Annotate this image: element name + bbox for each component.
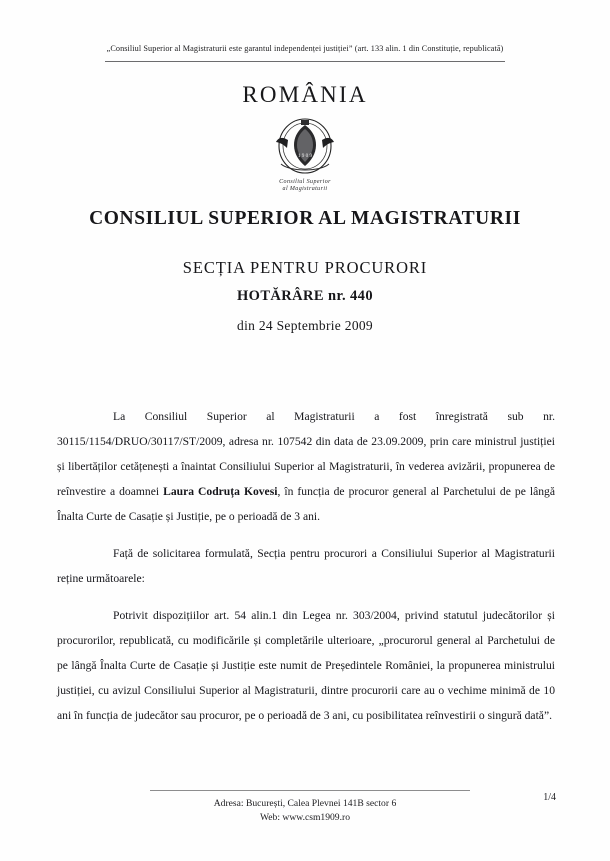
csm-emblem (245, 116, 365, 200)
footer-address: Adresa: București, Calea Plevnei 141B sector 6 (213, 798, 397, 809)
paragraph-3: Potrivit dispozițiilor art. 54 alin.1 din Legea nr. 303/2004, privind statutul judecătorilor și procurorilor, republicată, cu modificările și completările ulterioare, „procurorul general al Parchetului de pe lângă Înalta Curte de Casație și Justiție este numit de Președintele României, la propunerea ministrului justiției, cu avizul Consiliului Superior al Magistraturii, dintre procurorii care au o vechime minimă de 10 ani în funcția de judecător sau procuror, pe o perioadă de 3 ani, cu posibilitatea reînvestirii o singură dată”. (57, 609, 555, 722)
header-divider (105, 61, 505, 62)
paragraph-1-text-a: La Consiliul Superior al Magistraturii a fost înregistrată sub nr. 30115/1154/DRUO/30117/ST/2009, adresa nr. 107542 din data de 23.09.2009, prin care ministrul justiției și libertăților cetățenești a înaintat Consiliului Superior al Magistraturii, în vederea avizării, propunerea de reînvestire a doamnei Laura Codruța Kovesi, în funcția de procuror general al Parchetului de pe lângă Înalta Curte de Casație și Justiție, pe o perioadă de 3 ani. (57, 410, 555, 523)
footer-web: Web: www.csm1909.ro (260, 812, 350, 823)
coat-of-arms-icon (268, 116, 342, 178)
page-number: 1/4 (543, 792, 556, 803)
decision-number: HOTĂRÂRE nr. 440 (237, 288, 373, 304)
country-heading: ROMÂNIA (242, 82, 368, 107)
emblem-caption (245, 179, 365, 193)
emblem-caption-line2: al Magistraturii (282, 185, 328, 192)
decision-date: din 24 Septembrie 2009 (237, 318, 373, 333)
paragraph-2: Față de solicitarea formulată, Secția pentru procurori a Consiliului Superior al Magistraturii reține următoarele: (57, 547, 555, 585)
header-quote: „Consiliul Superior al Magistraturii este garantul independenței justiției” (art. 133 alin. 1 din Constituție, republicată) (106, 44, 504, 53)
footer-divider (150, 790, 470, 791)
highlighted-name: Laura Codruța Kovesi (163, 485, 278, 498)
emblem-caption-line1: Consiliul Superior (279, 179, 331, 185)
paragraph-1 (57, 404, 555, 529)
document-body (57, 404, 555, 728)
page-title: CONSILIUL SUPERIOR AL MAGISTRATURII (89, 208, 521, 229)
page-subtitle: SECȚIA PENTRU PROCURORI (182, 258, 428, 277)
svg-text:1 9 0 9: 1 9 0 9 (297, 153, 313, 159)
document-footer (0, 797, 610, 825)
